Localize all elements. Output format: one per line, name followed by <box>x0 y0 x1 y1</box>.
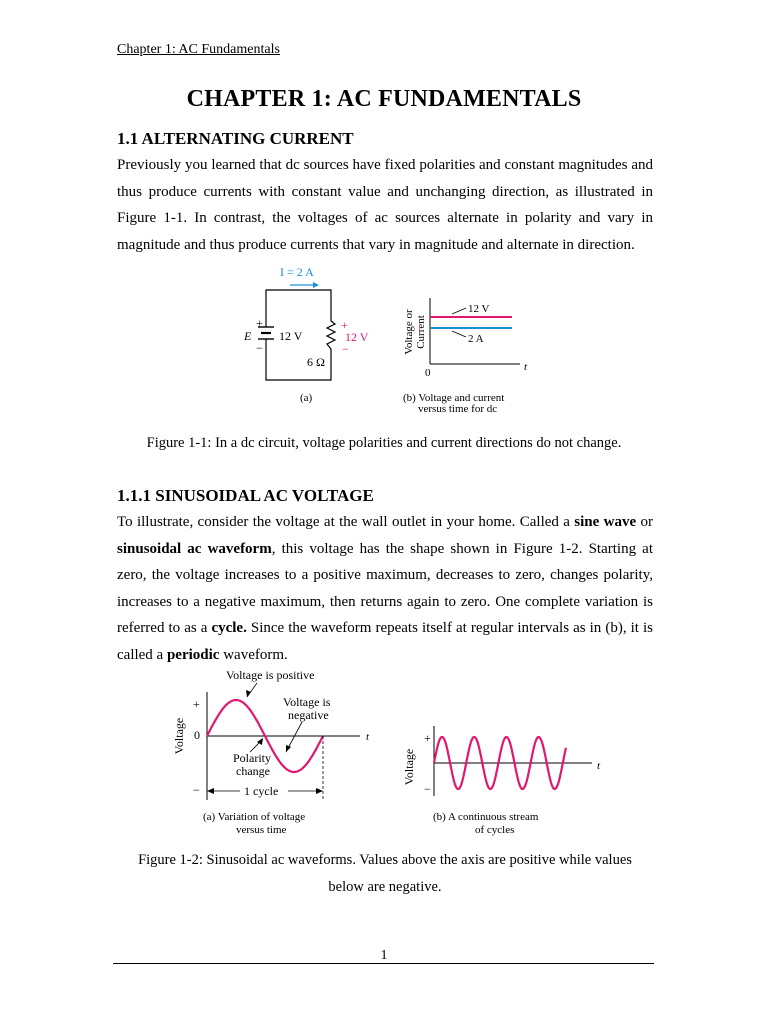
figure-1-1 <box>220 262 540 432</box>
page-number: 1 <box>380 948 388 963</box>
text-run: waveform. <box>219 646 288 663</box>
section-paragraph-alternating-current: Previously you learned that dc sources have fixed polarities and constant magnitudes and thus produce currents with constant value and unchanging direction, as illustrated in Figure 1-1. In contrast, the voltages of ac sources alternate in polarity and vary in magnitude and thus produce currents that vary in magnitude and alternate in direction. <box>117 157 653 253</box>
text-run: Since the waveform repeats itself at regular intervals as in (b), it is called a <box>117 620 653 663</box>
sine-single-cycle <box>172 668 370 836</box>
text-run: , this voltage has the shape shown in Figure 1-2. Starting at zero, the voltage increases to a positive maximum, decreases to zero, changes polarity, increases to a negative maximum, then returns again to zero. One complete variation is referred to as a <box>117 540 653 636</box>
graph-ylabel-1: Voltage or <box>403 309 415 355</box>
fig-a-plus: + <box>193 697 200 711</box>
voltage-value-label: 12 V <box>468 303 490 315</box>
fig-b-ylabel: Voltage <box>402 748 416 786</box>
dc-graph <box>403 298 528 415</box>
figure-1-2b-label-2: of cycles <box>475 824 515 836</box>
arrowhead <box>286 745 291 752</box>
resistor-voltage: 12 V <box>345 330 369 344</box>
figure-1-2-caption <box>117 847 653 901</box>
fig-a-xlabel: t <box>366 731 370 743</box>
graph-ylabel-2: Current <box>415 315 427 349</box>
current-label: I = 2 A <box>280 265 314 279</box>
figure-1-1b-label-2: versus time for dc <box>418 403 498 415</box>
figure-1-2a-label-2: versus time <box>236 824 287 836</box>
term-sine-wave: sine wave <box>574 514 637 530</box>
resistor-plus: + <box>341 318 348 332</box>
circuit-wire-top <box>266 290 331 321</box>
current-leader <box>452 331 466 337</box>
running-head: Chapter 1: AC Fundamentals <box>117 42 280 57</box>
figure-1-2a-label-1: (a) Variation of voltage <box>203 811 306 823</box>
fig-a-zero: 0 <box>194 728 200 742</box>
figure-1-2-caption-line-1: Figure 1-2: Sinusoidal ac waveforms. Values above the axis are positive while values <box>138 852 632 868</box>
resistor-minus: − <box>342 342 349 356</box>
fig-a-minus: − <box>193 783 200 797</box>
current-arrowhead <box>313 282 319 288</box>
figure-1-1a-label: (a) <box>300 392 313 404</box>
current-value-label: 2 A <box>468 333 484 345</box>
label-voltage-positive: Voltage is positive <box>226 668 315 682</box>
figure-1-2-caption-line-2: below are negative. <box>328 879 442 895</box>
voltage-leader <box>452 308 466 314</box>
fig-b-minus: − <box>424 782 431 796</box>
footer-rule <box>113 963 654 964</box>
source-voltage: 12 V <box>279 329 303 343</box>
fig-b-plus: + <box>424 731 431 745</box>
label-polarity-2: change <box>236 764 270 778</box>
term-cycle: cycle. <box>211 620 247 636</box>
figure-1-1-caption: Figure 1-1: In a dc circuit, voltage polarities and current directions do not change. <box>146 435 622 451</box>
battery-minus: − <box>256 341 263 355</box>
resistor-value: 6 Ω <box>307 355 325 369</box>
dc-circuit <box>243 265 369 404</box>
figure-1-2b-label-1: (b) A continuous stream <box>433 811 539 823</box>
term-periodic: periodic <box>166 646 220 663</box>
label-voltage-negative-2: negative <box>288 708 329 722</box>
arrowhead <box>207 788 214 794</box>
graph-xlabel: t <box>524 361 528 373</box>
label-1-cycle: 1 cycle <box>244 784 279 798</box>
section-paragraph-sinusoidal <box>117 509 653 668</box>
arrowhead <box>246 690 251 697</box>
arrowhead <box>316 788 323 794</box>
fig-a-ylabel: Voltage <box>172 717 186 755</box>
graph-origin: 0 <box>425 367 431 379</box>
source-label: E <box>244 329 252 343</box>
figure-1-2 <box>160 664 610 842</box>
figure-1-1b-label-1: (b) Voltage and current <box>403 392 505 404</box>
label-voltage-negative-1: Voltage is <box>283 695 331 709</box>
resistor-symbol <box>327 321 335 349</box>
chapter-title: CHAPTER 1: AC FUNDAMENTALS <box>186 86 582 112</box>
sine-continuous <box>402 726 601 836</box>
fig-b-xlabel: t <box>597 760 601 772</box>
section-heading-alternating-current: 1.1 ALTERNATING CURRENT <box>117 129 354 148</box>
text-run: To illustrate, consider the voltage at the wall outlet in your home. Called a <box>117 514 575 530</box>
term-sinusoidal-ac-waveform: sinusoidal ac waveform <box>117 540 272 557</box>
section-heading-sinusoidal-ac-voltage: 1.1.1 SINUSOIDAL AC VOLTAGE <box>117 486 374 505</box>
text-run: or <box>636 514 654 530</box>
battery-plus: + <box>256 316 263 330</box>
label-polarity-1: Polarity <box>233 751 271 765</box>
